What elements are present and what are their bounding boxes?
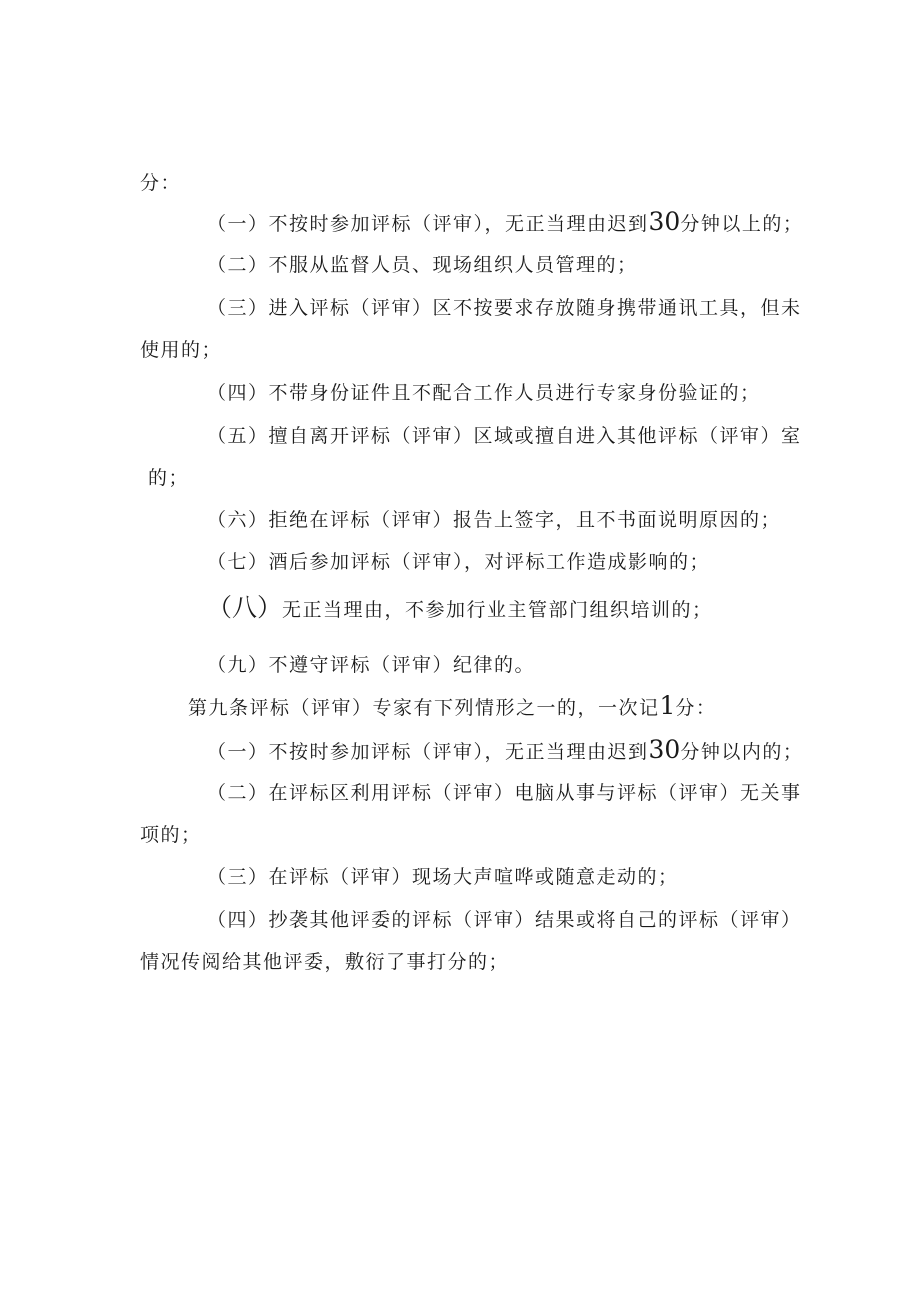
item-4-copying: （四）抄袭其他评委的评标（评审）结果或将自己的评标（评审） xyxy=(207,909,802,931)
item-5-continuation: 的； xyxy=(148,467,190,489)
item-6-refuse-sign: （六）拒绝在评标（评审）报告上签字，且不书面说明原因的； xyxy=(207,509,782,531)
paragraph-continuation: 分： xyxy=(140,172,182,194)
number-30: 30 xyxy=(648,207,681,236)
item-2-computer-misuse: （二）在评标区利用评标（评审）电脑从事与评标（评审）无关事 xyxy=(207,782,802,804)
item-3-noise: （三）在评标（评审）现场大声喧哗或随意走动的； xyxy=(207,866,679,888)
item-2-continuation: 项的； xyxy=(140,824,202,846)
number-1: 1 xyxy=(659,691,676,720)
item-7-drinking: （七）酒后参加评标（评审），对评标工作造成影响的； xyxy=(207,551,711,573)
item-9-discipline: （九）不遵守评标（评审）纪律的。 xyxy=(207,654,536,676)
item-4-continuation: 情况传阅给其他评委，敷衍了事打分的； xyxy=(140,951,510,973)
item-1-late-within-30: （一）不按时参加评标（评审），无正当理由迟到30分钟以内的； xyxy=(207,735,804,764)
item-2-disobey-management: （二）不服从监督人员、现场组织人员管理的； xyxy=(207,254,638,276)
item-3-continuation: 使用的； xyxy=(140,339,223,361)
item-4-no-id: （四）不带身份证件且不配合工作人员进行专家身份验证的； xyxy=(207,382,761,404)
item-3-communication-tools: （三）进入评标（评审）区不按要求存放随身携带通讯工具，但未 xyxy=(207,297,802,319)
item-5-leave-area: （五）擅自离开评标（评审）区域或擅自进入其他评标（评审）室 xyxy=(207,425,802,447)
article-9-heading: 第九条评标（评审）专家有下列情形之一的，一次记1分： xyxy=(188,691,717,720)
number-30: 30 xyxy=(648,735,681,764)
item-8-no-training: （八）无正当理由，不参加行业主管部门组织培训的； xyxy=(207,593,713,622)
item-1-late-over-30: （一）不按时参加评标（评审），无正当理由迟到30分钟以上的； xyxy=(207,207,804,236)
